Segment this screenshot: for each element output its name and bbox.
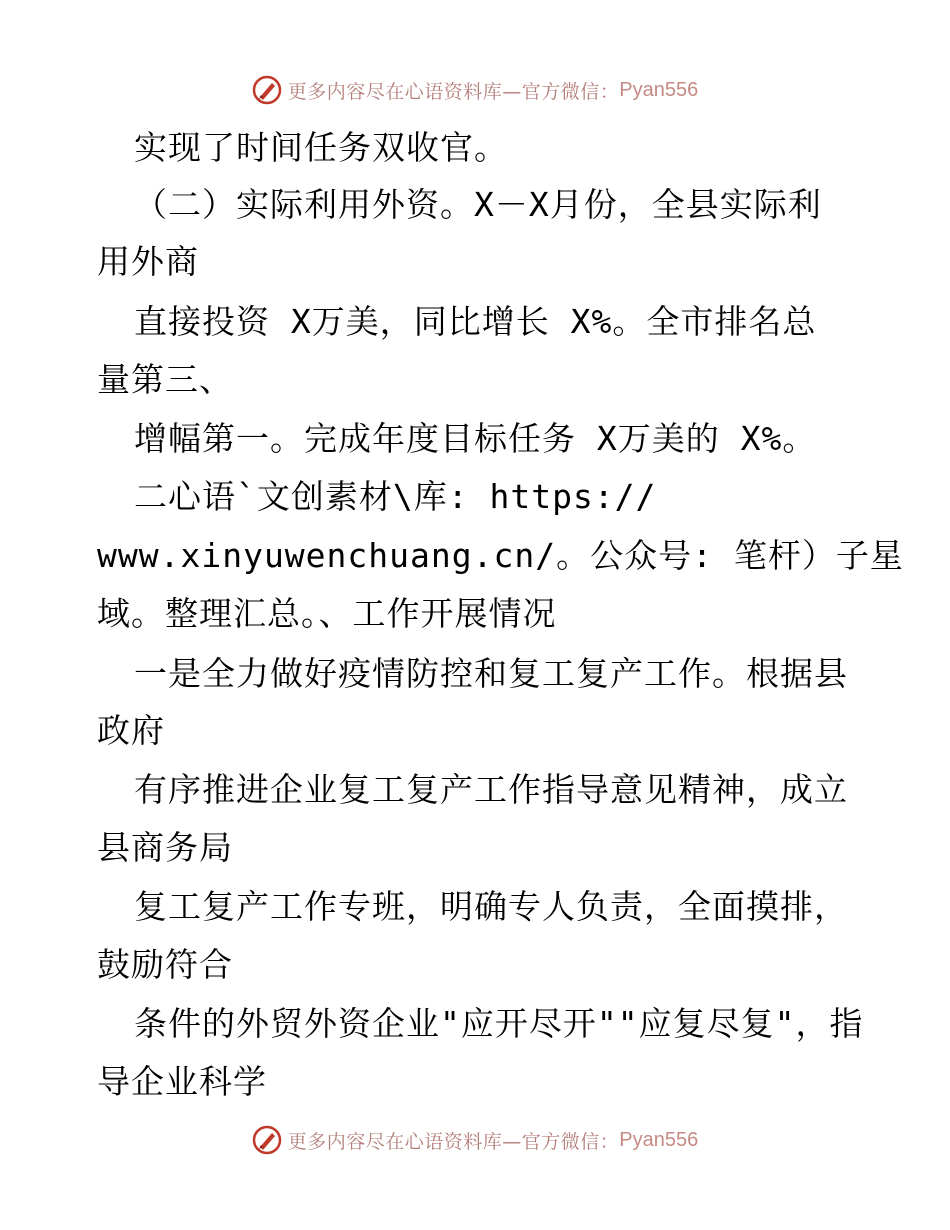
header-banner (0, 70, 950, 110)
header-banner-wechat-id: Pyan556 (619, 78, 699, 101)
body-line: 增幅第一。完成年度目标任务 X万美的 X%。 (134, 419, 817, 458)
body-line: 有序推进企业复工复产工作指导意见精神，成立 (134, 770, 848, 809)
footer-banner-wechat-id: Pyan556 (619, 1128, 699, 1151)
body-line: 用外商 (97, 242, 199, 281)
pen-logo-icon (252, 75, 282, 105)
body-line: 量第三、 (97, 360, 233, 399)
footer-banner-text: 更多内容尽在心语资料库—官方微信： (287, 1130, 620, 1153)
body-line: 域。整理汇总。、工作开展情况 (97, 594, 557, 633)
body-line: （二）实际利用外资。X－X月份，全县实际利 (134, 185, 822, 224)
body-line: 政府 (97, 711, 165, 750)
body-line: 复工复产工作专班，明确专人负责，全面摸排， (134, 887, 848, 926)
body-line: www.xinyuwenchuang.cn/。公众号: 笔杆）子星 (97, 536, 904, 575)
header-banner-text: 更多内容尽在心语资料库—官方微信： (287, 80, 620, 103)
body-line: 一是全力做好疫情防控和复工复产工作。根据县 (134, 654, 848, 693)
body-line: 条件的外贸外资企业"应开尽开""应复尽复"，指 (134, 1004, 864, 1043)
body-line: 实现了时间任务双收官。 (134, 128, 508, 167)
body-line: 县商务局 (97, 828, 233, 867)
footer-banner (0, 1120, 950, 1160)
body-line: 鼓励符合 (97, 945, 233, 984)
body-line: 导企业科学 (97, 1062, 267, 1101)
body-line: 直接投资 X万美，同比增长 X%。全市排名总 (134, 302, 817, 341)
pen-logo-icon (252, 1125, 282, 1155)
body-line: 二心语`文创素材\库: https:// (134, 477, 657, 516)
